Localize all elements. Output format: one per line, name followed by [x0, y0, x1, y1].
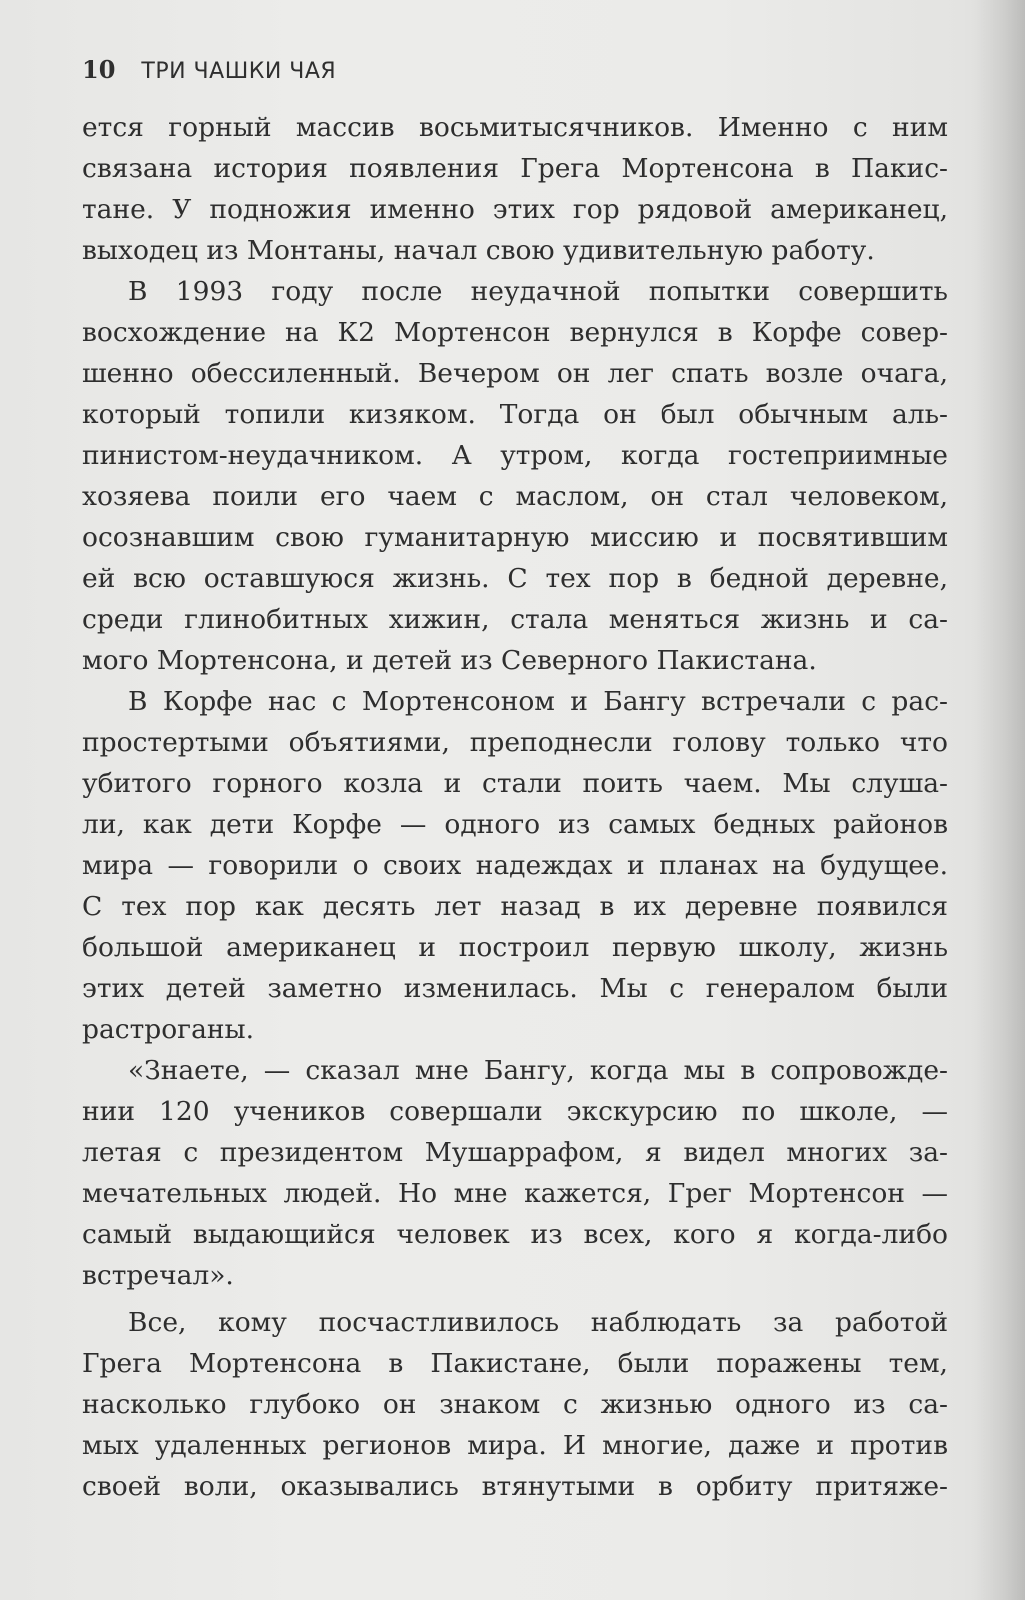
text-line: простертыми объятиями, преподнесли голову только что: [82, 727, 948, 758]
running-title: ТРИ ЧАШКИ ЧАЯ: [141, 59, 337, 84]
text-line: Все, кому посчастливилось наблюдать за работой: [128, 1307, 948, 1338]
text-line: ей всю оставшуюся жизнь. С тех пор в бедной деревне,: [82, 563, 948, 594]
spine-shadow: [975, 0, 1025, 1600]
text-line: растроганы.: [82, 1014, 255, 1045]
text-line: среди глинобитных хижин, стала меняться жизнь и са-: [82, 604, 948, 635]
text-line: В 1993 году после неудачной попытки совершить: [128, 276, 948, 307]
text-line: пинистом-неудачником. А утром, когда гостеприимные: [82, 440, 948, 471]
text-line: «Знаете, — сказал мне Бангу, когда мы в сопровожде-: [128, 1055, 948, 1086]
page-header: [82, 55, 336, 95]
text-line: осознавшим свою гуманитарную миссию и посвятившим: [82, 522, 948, 553]
text-line: большой американец и построил первую школу, жизнь: [82, 932, 948, 963]
body-text: [82, 107, 948, 1507]
text-line: хозяева поили его чаем с маслом, он стал человеком,: [82, 481, 948, 512]
text-line: ли, как дети Корфе — одного из самых бедных районов: [82, 809, 948, 840]
text-line: восхождение на К2 Мортенсон вернулся в Корфе совер-: [82, 317, 948, 348]
text-line: летая с президентом Мушаррафом, я видел многих за-: [82, 1137, 948, 1168]
text-line: ется горный массив восьмитысячников. Именно с ним: [82, 112, 948, 143]
text-line: шенно обессиленный. Вечером он лег спать возле очага,: [82, 358, 948, 389]
text-line: убитого горного козла и стали поить чаем. Мы слуша-: [82, 768, 948, 799]
text-line: своей воли, оказывались втянутыми в орбиту притяже-: [82, 1471, 948, 1502]
text-line: С тех пор как десять лет назад в их деревне появился: [82, 891, 948, 922]
text-line: мых удаленных регионов мира. И многие, даже и против: [82, 1430, 948, 1461]
text-line: нии 120 учеников совершали экскурсию по школе, —: [82, 1096, 948, 1127]
text-line: встречал».: [82, 1260, 234, 1291]
page-number: 10: [82, 55, 116, 84]
text-line: мечательных людей. Но мне кажется, Грег Мортенсон —: [82, 1178, 948, 1209]
text-line: этих детей заметно изменилась. Мы с генералом были: [82, 973, 948, 1004]
text-line: насколько глубоко он знаком с жизнью одного из са-: [82, 1389, 948, 1420]
text-line: мира — говорили о своих надеждах и планах на будущее.: [82, 850, 948, 881]
text-line: выходец из Монтаны, начал свою удивительную работу.: [82, 235, 875, 266]
text-line: В Корфе нас с Мортенсоном и Бангу встречали с рас-: [128, 686, 948, 717]
text-line: мого Мортенсона, и детей из Северного Пакистана.: [82, 645, 817, 676]
text-line: Грега Мортенсона в Пакистане, были поражены тем,: [82, 1348, 948, 1379]
text-line: тане. У подножия именно этих гор рядовой американец,: [82, 194, 948, 225]
text-line: который топили кизяком. Тогда он был обычным аль-: [82, 399, 948, 430]
text-line: самый выдающийся человек из всех, кого я когда-либо: [82, 1219, 948, 1250]
text-line: связана история появления Грега Мортенсона в Пакис-: [82, 153, 948, 184]
